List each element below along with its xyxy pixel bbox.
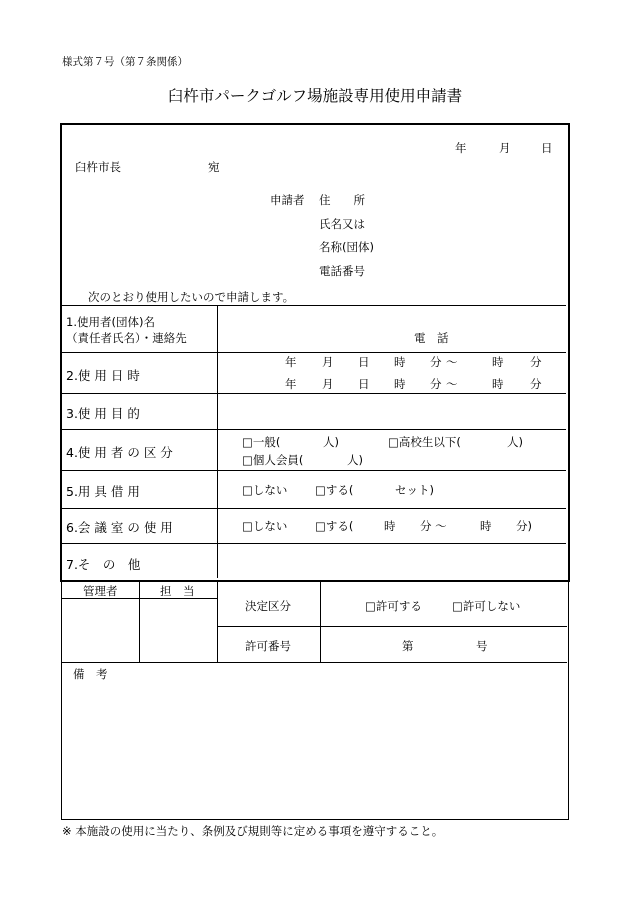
compliance-footnote: ※ 本施設の使用に当たり、条例及び規則等に定める事項を遵守すること。: [62, 824, 444, 838]
meeting-start-minute: 分 ～: [420, 519, 447, 533]
end-minute-label: 分: [530, 377, 542, 391]
range-tilde: ～: [446, 355, 458, 369]
row6-label: 6.会 議 室 の 使 用: [66, 520, 173, 535]
date-year-label: 年: [455, 141, 467, 155]
date-day-label: 日: [541, 141, 553, 155]
start-minute-label: 分: [430, 377, 442, 391]
start-minute-label: 分: [430, 355, 442, 369]
start-hour-label: 時: [394, 377, 406, 391]
usage-purpose-field[interactable]: [221, 396, 562, 426]
range-tilde: ～: [446, 377, 458, 391]
column-divider: [320, 580, 321, 662]
person-count-close: 人): [347, 453, 363, 467]
phone-number-label: 電話番号: [319, 264, 365, 278]
permit-number-suffix: 号: [476, 639, 488, 653]
general-checkbox[interactable]: □ 一般(: [242, 434, 280, 450]
meeting-room-yes-checkbox[interactable]: □ する(: [315, 518, 353, 534]
column-divider: [217, 580, 218, 662]
person-count-close: 人): [323, 435, 339, 449]
start-year-label: 年: [285, 355, 297, 369]
start-day-label: 日: [358, 377, 370, 391]
name-label: 氏名又は: [319, 217, 365, 231]
admin-label: 管理者: [83, 584, 118, 598]
row3-label: 3.使 用 目 的: [66, 406, 140, 421]
row1-phone-label: 電 話: [414, 331, 449, 345]
user-name-contact-field[interactable]: [221, 308, 562, 348]
row7-label: 7.そ の 他: [66, 557, 141, 572]
permit-number-label: 許可番号: [245, 639, 291, 653]
person-count-close: 人): [507, 435, 523, 449]
form-number: 様式第７号（第７条関係）: [62, 56, 188, 68]
row-divider: [62, 352, 566, 353]
start-year-label: 年: [285, 377, 297, 391]
row-divider: [62, 662, 567, 663]
highschool-checkbox[interactable]: □ 高校生以下(: [388, 434, 461, 450]
applicant-label: 申請者: [270, 193, 305, 207]
meeting-end-minute: 分): [516, 519, 532, 533]
addressee: 臼杵市長: [75, 160, 121, 174]
start-hour-label: 時: [394, 355, 406, 369]
row4-label: 4.使 用 者 の 区 分: [66, 445, 173, 460]
individual-member-checkbox[interactable]: □ 個人会員(: [242, 452, 303, 468]
other-field[interactable]: [221, 546, 562, 574]
staff-label: 担 当: [160, 584, 195, 598]
row2-label: 2.使 用 日 時: [66, 368, 140, 383]
date-month-label: 月: [499, 141, 511, 155]
start-month-label: 月: [322, 355, 334, 369]
start-month-label: 月: [322, 377, 334, 391]
row1-sublabel: （責任者氏名）・連絡先: [66, 331, 187, 345]
meeting-end-hour: 時: [480, 519, 492, 533]
column-divider: [139, 580, 140, 662]
row1-label: 1.使用者(団体)名: [66, 315, 155, 329]
permit-checkbox[interactable]: □ 許可する: [365, 598, 422, 614]
equipment-no-checkbox[interactable]: □ しない: [242, 482, 287, 498]
permit-number-prefix: 第: [402, 639, 414, 653]
row5-label: 5.用 具 借 用: [66, 484, 140, 499]
row-divider: [62, 305, 566, 306]
organization-label: 名称(団体): [319, 240, 374, 254]
start-day-label: 日: [358, 355, 370, 369]
equipment-set-label: セット): [395, 483, 434, 497]
meeting-room-no-checkbox[interactable]: □ しない: [242, 518, 287, 534]
equipment-yes-checkbox[interactable]: □ する(: [315, 482, 353, 498]
column-divider: [217, 305, 218, 578]
row-divider: [62, 470, 566, 471]
address-label: 住 所: [319, 193, 365, 207]
addressee-honorific: 宛: [208, 160, 220, 174]
document-title: 臼杵市パークゴルフ場施設専用使用申請書: [167, 87, 463, 105]
row-divider: [62, 393, 566, 394]
row-divider: [62, 508, 566, 509]
end-hour-label: 時: [492, 355, 504, 369]
remarks-label: 備 考: [73, 667, 108, 681]
decision-label: 決定区分: [245, 599, 291, 613]
request-statement: 次のとおり使用したいので申請します。: [88, 290, 295, 304]
row-divider: [62, 543, 566, 544]
meeting-start-hour: 時: [384, 519, 396, 533]
office-use-section: [61, 580, 569, 820]
row-divider: [217, 626, 567, 627]
end-hour-label: 時: [492, 377, 504, 391]
end-minute-label: 分: [530, 355, 542, 369]
row-divider: [62, 429, 566, 430]
not-permit-checkbox[interactable]: □ 許可しない: [452, 598, 520, 614]
